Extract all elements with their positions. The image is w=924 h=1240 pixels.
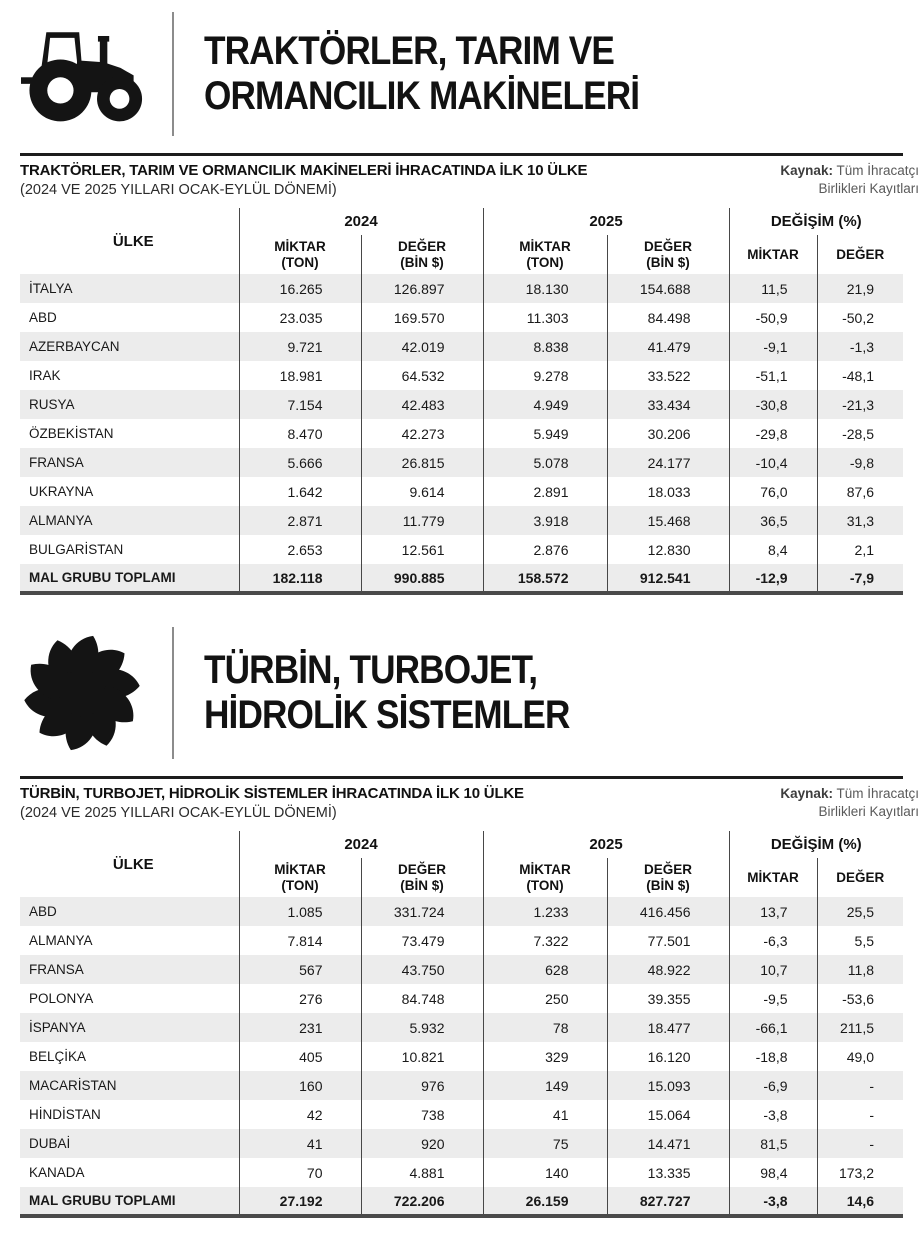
deger-2025-cell: 84.498 xyxy=(607,303,729,332)
table-row xyxy=(20,535,903,564)
miktar-change-cell: -51,1 xyxy=(729,361,817,390)
deger-2024-cell: 920 xyxy=(361,1129,483,1158)
miktar-change-cell: 76,0 xyxy=(729,477,817,506)
deger-2024-cell: 64.532 xyxy=(361,361,483,390)
table-row xyxy=(20,1013,903,1042)
section-title-traktor xyxy=(204,29,639,119)
section-title-line2: ORMANCILIK MAKİNELERİ xyxy=(204,74,640,118)
table-row xyxy=(20,361,903,390)
deger-2024-cell: 12.561 xyxy=(361,535,483,564)
table-row xyxy=(20,303,903,332)
col-header-miktar-2025: MİKTAR (TON) xyxy=(483,235,607,274)
deger-2025-cell: 18.033 xyxy=(607,477,729,506)
section-header-turbin xyxy=(0,623,924,763)
deger-2025-cell: 416.456 xyxy=(607,897,729,926)
country-cell: AZERBAYCAN xyxy=(29,339,120,354)
table-title-row xyxy=(20,779,919,831)
deger-2025-cell: 15.093 xyxy=(607,1071,729,1100)
miktar-2024-cell: 7.814 xyxy=(239,926,361,955)
table-title: TRAKTÖRLER, TARIM VE ORMANCILIK MAKİNELERİ İHRACATINDA İLK 10 ÜLKE xyxy=(20,162,588,179)
deger-2025-cell: 33.434 xyxy=(607,390,729,419)
country-cell: İTALYA xyxy=(29,281,73,296)
col-header-deger-2024: DEĞER (BİN $) xyxy=(361,235,483,274)
source-label: Kaynak: xyxy=(780,786,833,801)
miktar-2025-cell: 2.891 xyxy=(483,477,607,506)
miktar-2025-cell: 5.949 xyxy=(483,419,607,448)
col-header-country: ÜLKE xyxy=(20,831,239,897)
country-cell: KANADA xyxy=(29,1165,85,1180)
miktar-2025-cell: 3.918 xyxy=(483,506,607,535)
deger-change-cell: 173,2 xyxy=(817,1158,903,1187)
country-cell: HİNDİSTAN xyxy=(29,1107,101,1122)
miktar-2025-cell: 11.303 xyxy=(483,303,607,332)
col-header-deger-2024: DEĞER (BİN $) xyxy=(361,858,483,897)
table-title-row xyxy=(20,156,919,208)
table-row xyxy=(20,419,903,448)
country-cell: ABD xyxy=(29,904,57,919)
source-text: Tüm İhracatçı Birlikleri Kayıtları xyxy=(818,786,919,819)
country-cell: ALMANYA xyxy=(29,513,93,528)
miktar-2025-cell: 250 xyxy=(483,984,607,1013)
deger-2024-cell: 42.273 xyxy=(361,419,483,448)
country-cell: POLONYA xyxy=(29,991,94,1006)
source-text: Tüm İhracatçı Birlikleri Kayıtları xyxy=(818,163,919,196)
deger-change-cell: 49,0 xyxy=(817,1042,903,1071)
table-row xyxy=(20,897,903,926)
miktar-2024-cell: 160 xyxy=(239,1071,361,1100)
section-header-traktor xyxy=(0,8,924,140)
table-row xyxy=(20,1071,903,1100)
country-cell: IRAK xyxy=(29,368,61,383)
table-block-traktor xyxy=(20,153,919,595)
col-group-2024: 2024 xyxy=(239,831,483,858)
deger-2024-cell: 9.614 xyxy=(361,477,483,506)
header-divider xyxy=(172,627,174,759)
total-miktar-change: -12,9 xyxy=(729,564,817,593)
export-table-traktor xyxy=(20,208,903,595)
table-title: TÜRBİN, TURBOJET, HİDROLİK SİSTEMLER İHRACATINDA İLK 10 ÜLKE xyxy=(20,785,524,802)
deger-2024-cell: 43.750 xyxy=(361,955,483,984)
section-title-turbin xyxy=(204,648,570,738)
miktar-2024-cell: 42 xyxy=(239,1100,361,1129)
miktar-change-cell: 36,5 xyxy=(729,506,817,535)
col-header-change-deger: DEĞER xyxy=(817,858,903,897)
deger-change-cell: 211,5 xyxy=(817,1013,903,1042)
deger-2024-cell: 126.897 xyxy=(361,274,483,303)
deger-2025-cell: 154.688 xyxy=(607,274,729,303)
miktar-change-cell: -9,1 xyxy=(729,332,817,361)
country-cell: RUSYA xyxy=(29,397,75,412)
deger-change-cell: 21,9 xyxy=(817,274,903,303)
deger-2024-cell: 26.815 xyxy=(361,448,483,477)
table-block-turbin xyxy=(20,776,919,1218)
miktar-2025-cell: 7.322 xyxy=(483,926,607,955)
miktar-2024-cell: 70 xyxy=(239,1158,361,1187)
deger-2025-cell: 48.922 xyxy=(607,955,729,984)
table-row xyxy=(20,984,903,1013)
miktar-change-cell: -6,3 xyxy=(729,926,817,955)
col-header-deger-2025: DEĞER (BİN $) xyxy=(607,235,729,274)
miktar-change-cell: -3,8 xyxy=(729,1100,817,1129)
total-miktar-2024: 182.118 xyxy=(239,564,361,593)
table-row xyxy=(20,477,903,506)
export-table-turbin xyxy=(20,831,903,1218)
deger-2025-cell: 16.120 xyxy=(607,1042,729,1071)
miktar-2025-cell: 5.078 xyxy=(483,448,607,477)
deger-change-cell: - xyxy=(817,1129,903,1158)
miktar-2025-cell: 75 xyxy=(483,1129,607,1158)
miktar-change-cell: -29,8 xyxy=(729,419,817,448)
country-cell: MACARİSTAN xyxy=(29,1078,117,1093)
total-miktar-2025: 158.572 xyxy=(483,564,607,593)
miktar-change-cell: 10,7 xyxy=(729,955,817,984)
deger-2025-cell: 30.206 xyxy=(607,419,729,448)
country-cell: ÖZBEKİSTAN xyxy=(29,426,114,441)
country-cell: İSPANYA xyxy=(29,1020,86,1035)
deger-2025-cell: 14.471 xyxy=(607,1129,729,1158)
col-group-2025: 2025 xyxy=(483,208,729,235)
miktar-2025-cell: 8.838 xyxy=(483,332,607,361)
deger-change-cell: -28,5 xyxy=(817,419,903,448)
total-deger-2024: 990.885 xyxy=(361,564,483,593)
deger-change-cell: - xyxy=(817,1100,903,1129)
total-deger-2025: 827.727 xyxy=(607,1187,729,1216)
table-row xyxy=(20,926,903,955)
table-row xyxy=(20,506,903,535)
deger-2024-cell: 42.483 xyxy=(361,390,483,419)
deger-2024-cell: 4.881 xyxy=(361,1158,483,1187)
deger-2024-cell: 169.570 xyxy=(361,303,483,332)
miktar-2025-cell: 9.278 xyxy=(483,361,607,390)
miktar-2024-cell: 231 xyxy=(239,1013,361,1042)
total-label: MAL GRUBU TOPLAMI xyxy=(29,570,176,585)
miktar-2024-cell: 1.642 xyxy=(239,477,361,506)
table-row xyxy=(20,390,903,419)
country-cell: FRANSA xyxy=(29,455,84,470)
miktar-change-cell: -6,9 xyxy=(729,1071,817,1100)
deger-2025-cell: 15.468 xyxy=(607,506,729,535)
total-deger-2025: 912.541 xyxy=(607,564,729,593)
deger-2025-cell: 41.479 xyxy=(607,332,729,361)
miktar-2025-cell: 78 xyxy=(483,1013,607,1042)
total-miktar-2024: 27.192 xyxy=(239,1187,361,1216)
miktar-2024-cell: 567 xyxy=(239,955,361,984)
deger-2024-cell: 10.821 xyxy=(361,1042,483,1071)
miktar-2024-cell: 16.265 xyxy=(239,274,361,303)
miktar-2025-cell: 149 xyxy=(483,1071,607,1100)
country-cell: BULGARİSTAN xyxy=(29,542,124,557)
total-row xyxy=(20,564,903,593)
total-label: MAL GRUBU TOPLAMI xyxy=(29,1193,176,1208)
miktar-2024-cell: 1.085 xyxy=(239,897,361,926)
miktar-2024-cell: 276 xyxy=(239,984,361,1013)
deger-change-cell: 25,5 xyxy=(817,897,903,926)
miktar-2024-cell: 23.035 xyxy=(239,303,361,332)
tractor-icon xyxy=(18,24,146,124)
miktar-2025-cell: 140 xyxy=(483,1158,607,1187)
deger-change-cell: 2,1 xyxy=(817,535,903,564)
miktar-2025-cell: 41 xyxy=(483,1100,607,1129)
deger-2024-cell: 84.748 xyxy=(361,984,483,1013)
miktar-2024-cell: 2.653 xyxy=(239,535,361,564)
country-cell: DUBAİ xyxy=(29,1136,71,1151)
deger-2025-cell: 24.177 xyxy=(607,448,729,477)
miktar-2024-cell: 9.721 xyxy=(239,332,361,361)
miktar-2025-cell: 329 xyxy=(483,1042,607,1071)
source-note xyxy=(747,162,919,198)
total-deger-2024: 722.206 xyxy=(361,1187,483,1216)
deger-2024-cell: 331.724 xyxy=(361,897,483,926)
miktar-change-cell: -66,1 xyxy=(729,1013,817,1042)
miktar-2024-cell: 7.154 xyxy=(239,390,361,419)
deger-2024-cell: 42.019 xyxy=(361,332,483,361)
col-header-miktar-2025: MİKTAR (TON) xyxy=(483,858,607,897)
col-header-miktar-2024: MİKTAR (TON) xyxy=(239,235,361,274)
deger-2024-cell: 738 xyxy=(361,1100,483,1129)
total-deger-change: -7,9 xyxy=(817,564,903,593)
col-header-miktar-2024: MİKTAR (TON) xyxy=(239,858,361,897)
deger-2025-cell: 12.830 xyxy=(607,535,729,564)
miktar-2025-cell: 1.233 xyxy=(483,897,607,926)
miktar-2025-cell: 18.130 xyxy=(483,274,607,303)
deger-change-cell: -21,3 xyxy=(817,390,903,419)
miktar-change-cell: 8,4 xyxy=(729,535,817,564)
col-header-change-miktar: MİKTAR xyxy=(729,858,817,897)
deger-2024-cell: 976 xyxy=(361,1071,483,1100)
total-miktar-change: -3,8 xyxy=(729,1187,817,1216)
deger-change-cell: -50,2 xyxy=(817,303,903,332)
deger-2024-cell: 73.479 xyxy=(361,926,483,955)
miktar-change-cell: -30,8 xyxy=(729,390,817,419)
col-group-2024: 2024 xyxy=(239,208,483,235)
table-row xyxy=(20,332,903,361)
country-cell: FRANSA xyxy=(29,962,84,977)
miktar-change-cell: -18,8 xyxy=(729,1042,817,1071)
col-header-change-deger: DEĞER xyxy=(817,235,903,274)
table-row xyxy=(20,955,903,984)
deger-change-cell: 31,3 xyxy=(817,506,903,535)
deger-change-cell: 11,8 xyxy=(817,955,903,984)
miktar-2025-cell: 4.949 xyxy=(483,390,607,419)
miktar-change-cell: 11,5 xyxy=(729,274,817,303)
deger-2025-cell: 39.355 xyxy=(607,984,729,1013)
source-note xyxy=(747,785,919,821)
total-deger-change: 14,6 xyxy=(817,1187,903,1216)
deger-change-cell: - xyxy=(817,1071,903,1100)
miktar-2025-cell: 628 xyxy=(483,955,607,984)
table-row xyxy=(20,448,903,477)
col-header-country: ÜLKE xyxy=(20,208,239,274)
table-row xyxy=(20,1100,903,1129)
deger-change-cell: -9,8 xyxy=(817,448,903,477)
table-row xyxy=(20,1158,903,1187)
miktar-change-cell: -9,5 xyxy=(729,984,817,1013)
miktar-change-cell: -50,9 xyxy=(729,303,817,332)
country-cell: BELÇİKA xyxy=(29,1049,87,1064)
deger-2024-cell: 11.779 xyxy=(361,506,483,535)
table-row xyxy=(20,1042,903,1071)
deger-2025-cell: 13.335 xyxy=(607,1158,729,1187)
source-label: Kaynak: xyxy=(780,163,833,178)
miktar-2024-cell: 8.470 xyxy=(239,419,361,448)
section-title-line1: TÜRBİN, TURBOJET, xyxy=(204,647,538,692)
section-title-line1: TRAKTÖRLER, TARIM VE xyxy=(204,28,614,73)
country-cell: UKRAYNA xyxy=(29,484,94,499)
col-group-change: DEĞİŞİM (%) xyxy=(729,831,903,858)
miktar-change-cell: 13,7 xyxy=(729,897,817,926)
col-header-change-miktar: MİKTAR xyxy=(729,235,817,274)
section-title-line2: HİDROLİK SİSTEMLER xyxy=(204,693,570,737)
deger-change-cell: -1,3 xyxy=(817,332,903,361)
col-header-deger-2025: DEĞER (BİN $) xyxy=(607,858,729,897)
header-divider xyxy=(172,12,174,136)
country-cell: ABD xyxy=(29,310,57,325)
turbine-icon xyxy=(18,635,146,751)
country-cell: ALMANYA xyxy=(29,933,93,948)
col-group-change: DEĞİŞİM (%) xyxy=(729,208,903,235)
miktar-change-cell: 98,4 xyxy=(729,1158,817,1187)
deger-change-cell: 87,6 xyxy=(817,477,903,506)
deger-2025-cell: 18.477 xyxy=(607,1013,729,1042)
deger-change-cell: -48,1 xyxy=(817,361,903,390)
table-row xyxy=(20,274,903,303)
table-subtitle: (2024 VE 2025 YILLARI OCAK-EYLÜL DÖNEMİ) xyxy=(20,805,337,821)
miktar-2024-cell: 5.666 xyxy=(239,448,361,477)
miktar-2024-cell: 18.981 xyxy=(239,361,361,390)
miktar-change-cell: -10,4 xyxy=(729,448,817,477)
deger-2025-cell: 77.501 xyxy=(607,926,729,955)
miktar-2025-cell: 2.876 xyxy=(483,535,607,564)
miktar-change-cell: 81,5 xyxy=(729,1129,817,1158)
deger-change-cell: -53,6 xyxy=(817,984,903,1013)
total-row xyxy=(20,1187,903,1216)
table-subtitle: (2024 VE 2025 YILLARI OCAK-EYLÜL DÖNEMİ) xyxy=(20,182,337,198)
col-group-2025: 2025 xyxy=(483,831,729,858)
miktar-2024-cell: 405 xyxy=(239,1042,361,1071)
deger-2025-cell: 33.522 xyxy=(607,361,729,390)
table-row xyxy=(20,1129,903,1158)
deger-2025-cell: 15.064 xyxy=(607,1100,729,1129)
miktar-2024-cell: 2.871 xyxy=(239,506,361,535)
deger-2024-cell: 5.932 xyxy=(361,1013,483,1042)
miktar-2024-cell: 41 xyxy=(239,1129,361,1158)
deger-change-cell: 5,5 xyxy=(817,926,903,955)
total-miktar-2025: 26.159 xyxy=(483,1187,607,1216)
